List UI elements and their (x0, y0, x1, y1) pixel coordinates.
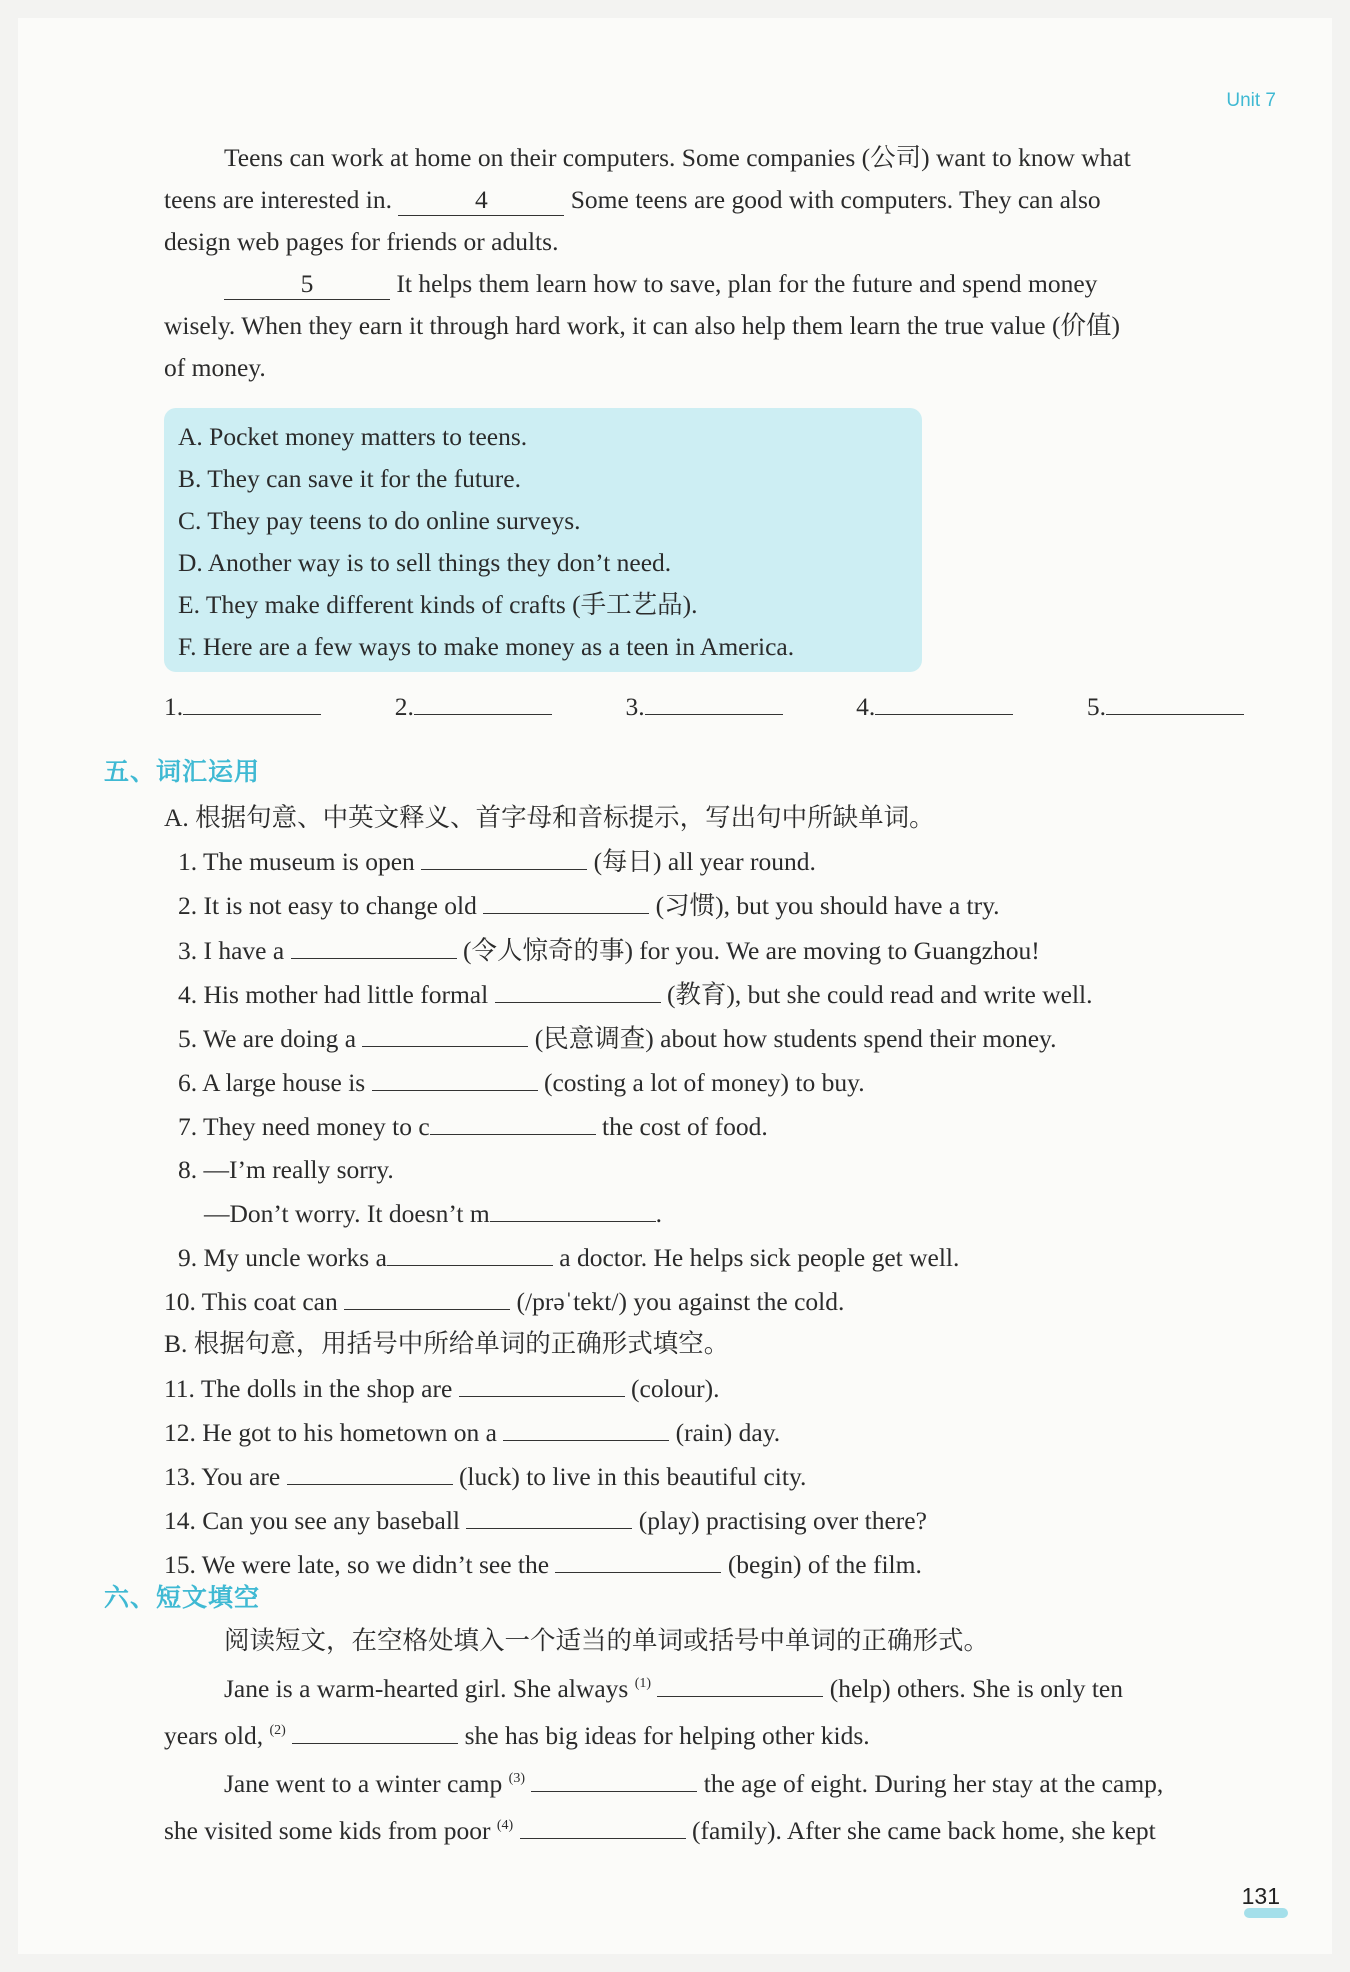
part-b-instruction: B. 根据句意，用括号中所给单词的正确形式填空。 (164, 1329, 730, 1359)
question-14: 14. Can you see any baseball (play) practising over there? (164, 1498, 1264, 1542)
answer-blank[interactable] (875, 688, 1013, 715)
reading-line: teens are interested in. 4 Some teens are good with computers. They can also (164, 185, 1101, 214)
question-11: 11. The dolls in the shop are (colour). (164, 1366, 1264, 1410)
question-5: 5. We are doing a (民意调查) about how students spend their money. (164, 1016, 1264, 1060)
section-title-vocabulary: 五、词汇运用 (104, 757, 261, 786)
cloze-line: Jane is a warm-hearted girl. She always $^{(1)}$ (help) others. She is only ten (164, 1663, 1264, 1711)
question-15: 15. We were late, so we didn’t see the (begin) of the film. (164, 1542, 1264, 1586)
answer-blank[interactable] (1106, 688, 1244, 715)
answer-blank[interactable] (531, 1761, 697, 1792)
answer-5: 5. (1087, 688, 1244, 722)
question-8: 8. —I’m really sorry. (178, 1154, 394, 1184)
choice-b: B. They can save it for the future. (178, 464, 521, 493)
answer-blank[interactable] (362, 1016, 528, 1047)
blank-5[interactable]: 5 (224, 269, 390, 300)
answer-blank[interactable] (495, 972, 661, 1003)
answer-blank[interactable] (183, 688, 321, 715)
answer-blank[interactable] (372, 1060, 538, 1091)
unit-label: Unit 7 (1226, 90, 1276, 111)
answer-blank[interactable] (503, 1410, 669, 1441)
answer-blank[interactable] (483, 883, 649, 914)
reading-line: design web pages for friends or adults. (164, 227, 559, 256)
answer-blank[interactable] (466, 1498, 632, 1529)
page-number: 131 (1241, 1883, 1280, 1909)
answer-row (164, 688, 1244, 722)
blank-marker-3: (3) (508, 1770, 525, 1786)
cloze-line: years old, $^{(2)}$ she has big ideas for helping other kids. (164, 1710, 1264, 1758)
reading-line: of money. (164, 353, 266, 382)
question-3: 3. I have a (令人惊奇的事) for you. We are moving to Guangzhou! (164, 928, 1264, 972)
answer-3: 3. (625, 688, 782, 722)
cloze-instruction: 阅读短文，在空格处填入一个适当的单词或括号中单词的正确形式。 (224, 1626, 990, 1655)
answer-4: 4. (856, 688, 1013, 722)
choice-e: E. They make different kinds of crafts (手工艺品). (178, 590, 698, 619)
reading-line: 5 It helps them learn how to save, plan for the future and spend money (164, 263, 1254, 305)
question-10: 10. This coat can (/prəˈtekt/) you against the cold. (164, 1279, 1264, 1323)
answer-blank[interactable] (555, 1542, 721, 1573)
question-1: 1. The museum is open (每日) all year round. (164, 839, 1264, 883)
reading-passage (164, 137, 1254, 389)
answer-blank[interactable] (287, 1454, 453, 1485)
answer-blank[interactable] (414, 688, 552, 715)
answer-blank[interactable] (520, 1808, 686, 1839)
choice-a: A. Pocket money matters to teens. (178, 422, 528, 451)
answer-blank[interactable] (387, 1235, 553, 1266)
answer-blank[interactable] (291, 928, 457, 959)
reading-line: Teens can work at home on their computers. Some companies (公司) want to know what (224, 143, 1131, 172)
answer-blank[interactable] (645, 688, 783, 715)
answer-blank[interactable] (490, 1191, 656, 1222)
choice-f: F. Here are a few ways to make money as a teen in America. (178, 632, 795, 661)
answer-blank[interactable] (292, 1713, 458, 1744)
question-13: 13. You are (luck) to live in this beautiful city. (164, 1454, 1264, 1498)
answer-blank[interactable] (459, 1366, 625, 1397)
cloze-line: Jane went to a winter camp $^{(3)}$ the age of eight. During her stay at the camp, (164, 1758, 1264, 1806)
choice-c: C. They pay teens to do online surveys. (178, 506, 581, 535)
answer-blank[interactable] (657, 1666, 823, 1697)
answer-1: 1. (164, 688, 321, 722)
question-4: 4. His mother had little formal (教育), but she could read and write well. (164, 972, 1264, 1016)
blank-marker-4: (4) (496, 1818, 514, 1833)
answer-blank[interactable] (421, 839, 587, 870)
question-6: 6. A large house is (costing a lot of money) to buy. (164, 1060, 1264, 1104)
cloze-passage (164, 1620, 1264, 1853)
blank-marker-2: (2) (269, 1723, 286, 1738)
question-9: 9. My uncle works a a doctor. He helps sick people get well. (164, 1235, 1264, 1279)
reading-line: wisely. When they earn it through hard work, it can also help them learn the true value (价值) (164, 311, 1120, 340)
blank-4[interactable]: 4 (398, 185, 564, 216)
choices-box (164, 408, 922, 672)
part-a-instruction: A. 根据句意、中英文释义、首字母和音标提示，写出句中所缺单词。 (164, 803, 935, 832)
question-7: 7. They need money to c the cost of food. (164, 1104, 1264, 1148)
question-8-reply: —Don’t worry. It doesn’t m . (164, 1191, 1264, 1235)
blank-marker-1: (1) (634, 1675, 652, 1691)
question-2: 2. It is not easy to change old (习惯), but you should have a try. (164, 883, 1264, 927)
answer-blank[interactable] (344, 1279, 510, 1310)
answer-2: 2. (395, 688, 552, 722)
question-12: 12. He got to his hometown on a (rain) day. (164, 1410, 1264, 1454)
section-title-passage-fill: 六、短文填空 (104, 1583, 261, 1612)
choice-d: D. Another way is to sell things they don’t need. (178, 548, 672, 577)
cloze-line: she visited some kids from poor $^{(4)}$ (family). After she came back home, she kept (164, 1805, 1264, 1853)
answer-blank[interactable] (430, 1104, 596, 1135)
vocabulary-exercise (164, 797, 1264, 1587)
